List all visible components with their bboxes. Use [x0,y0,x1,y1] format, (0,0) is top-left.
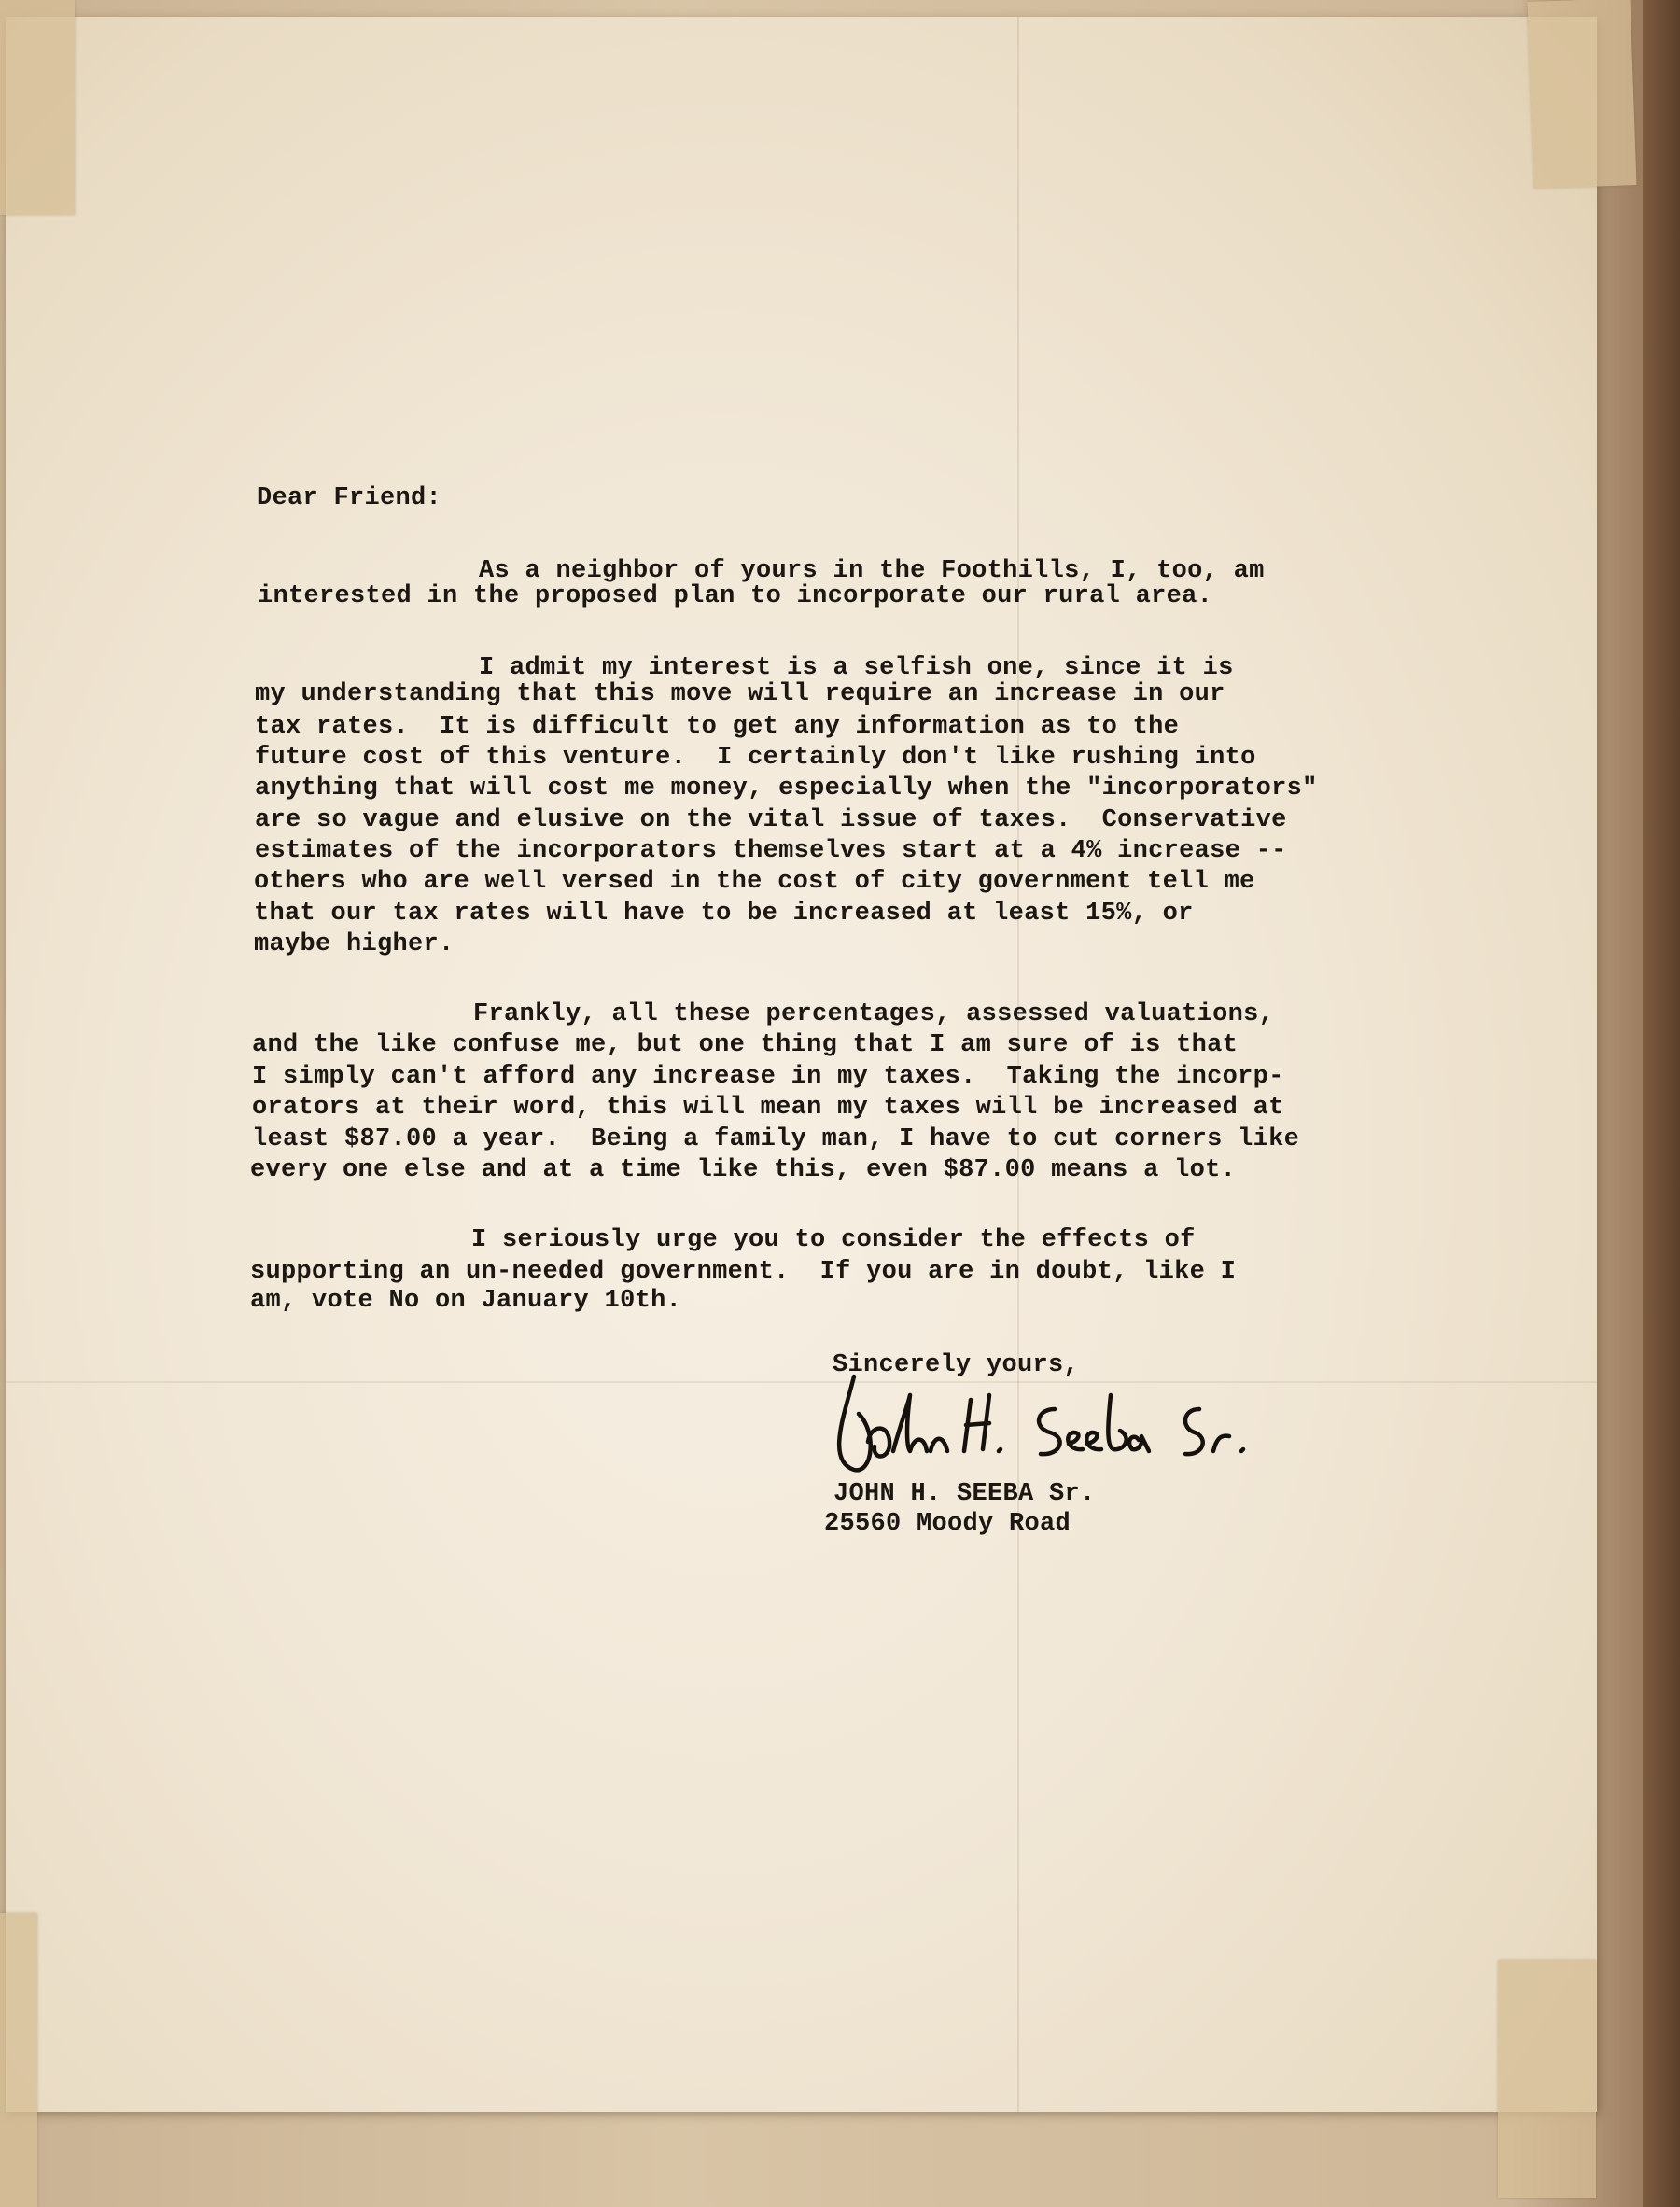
paragraph-1-line-2: interested in the proposed plan to incorporate our rural area. [258,582,1213,610]
salutation: Dear Friend: [257,484,442,512]
paragraph-2-line-2: my understanding that this move will require an increase in our [255,680,1225,708]
paragraph-4-line-2: supporting an un-needed government. If you are in doubt, like I [250,1258,1237,1286]
paragraph-2-line-10: maybe higher. [254,930,455,958]
paragraph-2-line-9: that our tax rates will have to be increased at least 15%, or [254,900,1194,928]
signer-address: 25560 Moody Road [824,1510,1071,1538]
handwritten-signature [817,1358,1302,1498]
paragraph-4-line-3: am, vote No on January 10th. [250,1287,682,1315]
paragraph-2-line-3: tax rates. It is difficult to get any information as to the [255,713,1180,741]
closing: Sincerely yours, [833,1351,1080,1379]
paragraph-2-line-4: future cost of this venture. I certainly don't like rushing into [255,744,1256,772]
paragraph-3-line-3: I simply can't afford any increase in my taxes. Taking the incorp- [252,1063,1284,1091]
paragraph-2-line-8: others who are well versed in the cost of city government tell me [254,868,1255,896]
paragraph-3-line-1: Frankly, all these percentages, assessed valuations, [473,1000,1275,1028]
paragraph-3-line-2: and the like confuse me, but one thing that I am sure of is that [252,1031,1239,1059]
paragraph-2-line-1: I admit my interest is a selfish one, since it is [479,654,1234,682]
paragraph-2-line-7: estimates of the incorporators themselves start at a 4% increase -- [255,837,1287,865]
paragraph-2-line-5: anything that will cost me money, especially when the "incorporators" [255,775,1318,803]
paragraph-3-line-5: least $87.00 a year. Being a family man, I have to cut corners like [252,1125,1300,1153]
paragraph-2-line-6: are so vague and elusive on the vital issue of taxes. Conservative [255,806,1287,834]
paragraph-4-line-1: I seriously urge you to consider the effects of [471,1226,1196,1254]
paragraph-3-line-4: orators at their word, this will mean my taxes will be increased at [252,1094,1284,1122]
signer-name: JOHN H. SEEBA Sr. [833,1480,1096,1508]
paragraph-3-line-6: every one else and at a time like this, even $87.00 means a lot. [250,1156,1237,1184]
paragraph-1-line-1: As a neighbor of yours in the Foothills, I, too, am [479,557,1265,585]
